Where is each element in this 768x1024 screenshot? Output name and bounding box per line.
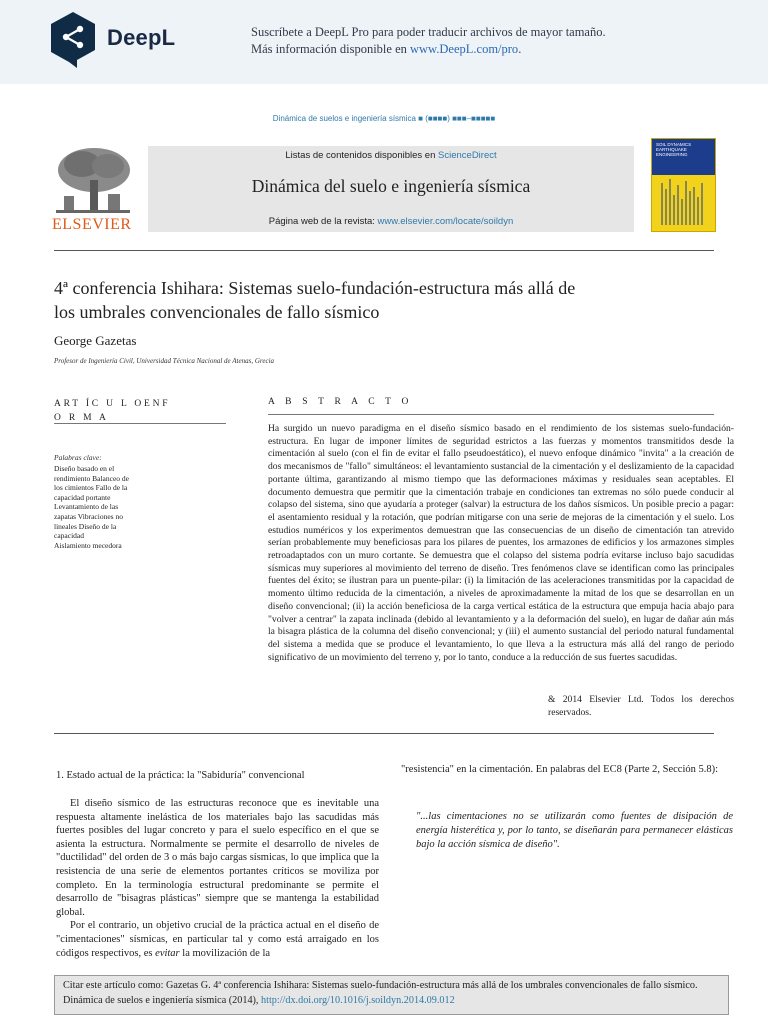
article-author: George Gazetas	[54, 333, 137, 348]
keyword-line: los cimientos Fallo de la	[54, 483, 128, 493]
deepl-pro-link[interactable]: www.DeepL.com/pro	[410, 42, 519, 56]
banner-message	[251, 24, 606, 58]
banner-line-2	[251, 41, 606, 58]
deepl-brand-name: DeepL	[107, 25, 176, 50]
contents-prefix: Listas de contenidos disponibles en	[285, 150, 439, 161]
paragraph-2-emphasis: evitar	[155, 947, 180, 959]
copyright-notice: & 2014 Elsevier Ltd. Todos los derechos reservados.	[548, 694, 734, 718]
header-divider	[54, 250, 714, 251]
author-affiliation: Profesor de Ingeniería Civil, Universidad Técnica Nacional de Atenas, Grecia	[54, 357, 275, 365]
article-title-line-2: los umbrales convencionales de fallo sísmico	[54, 302, 380, 322]
article-info-heading-line-1: ART ÍC U L OENF	[54, 399, 171, 409]
citation-text	[63, 978, 723, 1008]
article-info-heading-line-2: O R M A	[54, 413, 109, 423]
article-title	[54, 276, 714, 324]
banner-line-2-prefix: Más información disponible en	[251, 42, 410, 56]
cover-graphic-icon	[652, 139, 715, 231]
section-1-paragraph-2	[56, 919, 379, 960]
section-1-left-column	[56, 797, 379, 960]
keywords-label: Palabras clave:	[54, 453, 102, 462]
banner-line-2-suffix: .	[518, 42, 522, 56]
abstract-divider	[268, 414, 714, 415]
doi-link[interactable]: http://dx.doi.org/10.1016/j.soildyn.2014.09.012	[261, 995, 455, 1006]
ec8-quote: "...las cimentaciones no se utilizarán como fuentes de disipación de energía histerética y, por lo tanto, se diseñarán para permanecer elásticas bajo la acción sísmica de diseño".	[416, 811, 733, 850]
deepl-banner	[0, 0, 768, 84]
sciencedirect-link[interactable]: ScienceDirect	[438, 150, 497, 161]
keyword-line: Diseño basado en el	[54, 464, 115, 473]
citation-box	[54, 975, 729, 1015]
webpage-prefix: Página web de la revista:	[268, 216, 378, 227]
paragraph-2-part-a: Por el contrario, un objetivo crucial de la práctica actual en el diseño de "cimentaciones" sísmicas, en particular tal y como está arraigado en los códigos respectivos, es	[56, 920, 379, 959]
keyword-line: lineales Diseño de la	[54, 521, 117, 531]
journal-webpage-link[interactable]: www.elsevier.com/locate/soildyn	[377, 216, 514, 227]
section-1-right-intro: "resistencia" en la cimentación. En palabras del EC8 (Parte 2, Sección 5.8):	[401, 764, 719, 775]
article-info-heading	[54, 397, 224, 425]
abstract-heading: A B S T R A C T O	[268, 397, 413, 407]
keyword-line: capacidad	[54, 531, 84, 541]
deepl-logo-icon[interactable]	[47, 10, 99, 70]
keyword-line: capacidad portante	[54, 492, 111, 502]
journal-header-box	[148, 146, 634, 232]
journal-cover-thumbnail	[651, 138, 716, 232]
keywords-list	[54, 464, 164, 550]
journal-contents-line	[148, 150, 634, 161]
journal-title: Dinámica del suelo e ingeniería sísmica	[251, 176, 531, 196]
keyword-line: Levantamiento de las	[54, 502, 119, 512]
article-info-divider	[54, 423, 226, 424]
cover-title-text: SOIL DYNAMICS EARTHQUAKE ENGINEERING	[656, 142, 692, 157]
paragraph-2-part-b: la movilización de la	[179, 947, 271, 959]
body-divider	[54, 733, 714, 734]
keyword-line: zapatas Vibraciones no	[54, 511, 123, 521]
citation-body: Citar este artículo como: Gazetas G. 4ª conferencia Ishihara: Sistemas suelo-fundación-estructura más allá de los umbrales convencionales de fallo sísmico. Dinámica de suelos e ingeniería sísmica (2014),	[63, 980, 698, 1006]
keyword-line: rendimiento Balanceo de	[54, 473, 129, 483]
elsevier-publisher-name: ELSEVIER	[52, 216, 132, 233]
abstract-body: Ha surgido un nuevo paradigma en el diseño sísmico basado en el rendimiento de los sistemas suelo-fundación-estructura. En lugar de imponer límites de seguridad estrictos a las fuerzas y momentos transmitidos desde la cimentación al suelo (con el fin de evitar el fallo pseudoestático), el nuevo enfoque dinámico "invita" a la creación de dos mecanismos de "fallo" simultáneos: el levantamiento sustancial de la cimentación y el deslizamiento de la capacidad portante última, garantizando al mismo tiempo que las deformaciones máximas y residuales sean aceptables. El documento demuestra que permitir que la cimentación trabaje en condiciones tan extremas no sólo puede conducir al colapso del sistema, sino que ayudaría a proteger (salvar) la estructura de los daños sísmicos. Un posible precio a pagar: el asentamiento residual y la rotación, que podrían mitigarse con una serie de mejoras de la cimentación y el suelo. Los estudios numéricos y los experimentos demuestran que las consecuencias de un diseño de cimentación tan atrevido serían probablemente muy beneficiosas para los pilares de puentes, los armazones de edificios y los armazones simples retroadaptados con un muro cortante. Se demuestra que el colapso del sistema podría evitarse incluso bajo sacudidas sísmicas muy superiores al movimiento del terreno de diseño. Tres fenómenos clave se identifican como las principales fuentes del éxito; se ilustran para un puente-pilar: (i) la limitación de las aceleraciones transmitidas por la capacidad de momento último reducida de la cimentación, a niveles de aproximadamente la mitad de los que se desarrollan en un diseño convencional; (ii) la acción beneficiosa de la carga vertical estática de la estructura que empuja hacia abajo para "volver a centrar" la zapata inclinada (debido al levantamiento y a la deformación del suelo), en lugar de dañar aún más la bisagra plástica de la columna del diseño convencional; y (iii) el aumento sustancial del periodo natural fundamental del sistema a medida que se produce el levantamiento, lo que lleva a la estructura más allá del rango de periodo significativo de un movimiento del terreno y, por lo tanto, conduce a la reducción de sus fuertes sacudidas.	[268, 423, 734, 663]
article-title-line-1: 4ª conferencia Ishihara: Sistemas suelo-fundación-estructura más allá de	[54, 278, 576, 298]
journal-webpage-line	[148, 216, 634, 227]
banner-line-1: Suscríbete a DeepL Pro para poder traducir archivos de mayor tamaño.	[251, 25, 606, 39]
section-1-paragraph-1: El diseño sísmico de las estructuras reconoce que es inevitable una respuesta altamente inelástica de los materiales bajo las sacudidas más fuertes posibles del lugar concreto y para el suelo específico en el que se asienta la estructura. Normalmente se permite el desarrollo de niveles de "ductilidad" del orden de 3 o más bajo cargas sísmicas, lo que implica que la resistencia de una serie de elementos portantes críticos se moviliza por completo. En la terminología estructural predominante se permite el desarrollo de "bisagras plásticas" siempre que se mantenga la estabilidad global.	[56, 798, 379, 918]
section-1-heading: 1. Estado actual de la práctica: la "Sabiduría" convencional	[56, 770, 305, 781]
keyword-line: Aislamiento mecedora	[54, 540, 122, 550]
journal-citation-line[interactable]: Dinámica de suelos e ingeniería sísmica ■ (■■■■) ■■■–■■■■■	[272, 114, 496, 123]
